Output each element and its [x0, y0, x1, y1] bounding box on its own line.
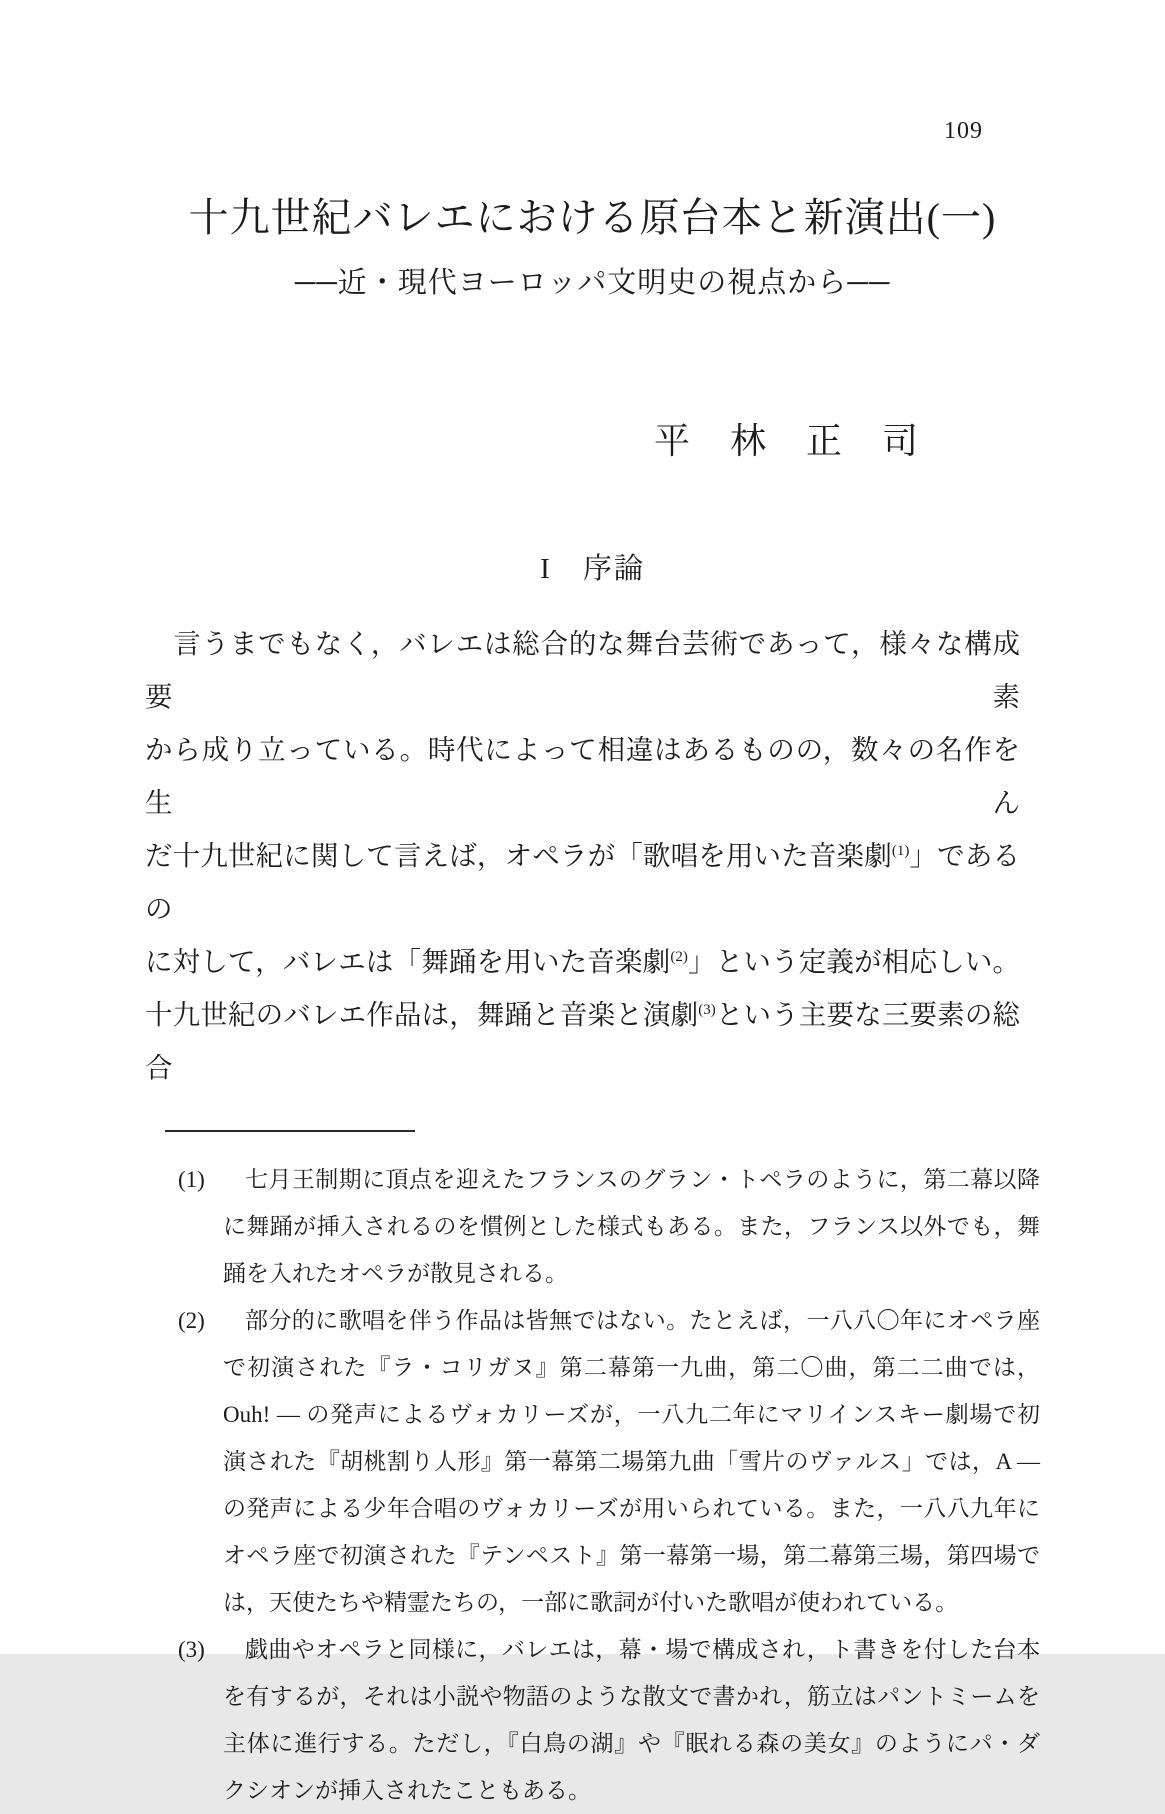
footnote-marker: (3) [178, 1637, 205, 1662]
footnote-marker: (2) [178, 1308, 205, 1333]
footnote-separator [165, 1130, 415, 1132]
footnote-line: に舞踊が挿入されるのを慣例とした様式もある。また，フランス以外でも，舞 [223, 1214, 1040, 1239]
footnote-line: 演された『胡桃割り人形』第一幕第二場第九曲「雪片のヴァルス」では，A — [223, 1449, 1040, 1474]
footnote-ref: (1) [891, 842, 910, 859]
body-line: 十九世紀のバレエ作品は，舞踊と音楽と演劇$^{(3)}$という主要な三要素の総合 [145, 999, 1021, 1083]
footnote-line: 踊を入れたオペラが散見される。 [223, 1261, 568, 1286]
footnote [145, 1626, 1040, 1814]
footnote-marker: (1) [178, 1167, 205, 1192]
footnote [145, 1297, 1040, 1626]
footnote-line: 戯曲やオペラと同様に，バレエは，幕・場で構成され，ト書きを付した台本 [245, 1637, 1040, 1662]
footnote-line: 主体に進行する。ただし，『白鳥の湖』や『眠れる森の美女』のようにパ・ダ [223, 1731, 1040, 1756]
body-line: だ十九世紀に関して言えば，オペラが「歌唱を用いた音楽劇$^{(1)}$」であるの [145, 840, 1021, 924]
footnote-ref: (2) [670, 948, 688, 965]
body-line: に対して，バレエは「舞踊を用いた音楽劇$^{(2)}$」という定義が相応しい。 [145, 946, 1021, 977]
article-subtitle: ──近・現代ヨーロッパ文明史の視点から── [294, 267, 891, 299]
footnote-line: 七月王制期に頂点を迎えたフランスのグラン・トペラのように，第二幕以降 [245, 1167, 1040, 1192]
footnote-line: 部分的に歌唱を伴う作品は皆無ではない。たとえば，一八八〇年にオペラ座 [245, 1308, 1040, 1333]
body-line: から成り立っている。時代によって相違はあるものの，数々の名作を生ん [145, 734, 1020, 818]
footnote-line: オペラ座で初演された『テンペスト』第一幕第一場，第二幕第三場，第四場で [223, 1543, 1040, 1568]
footnote [145, 1156, 1040, 1297]
footnote-line: クシオンが挿入されたこともある。 [223, 1778, 591, 1803]
footnote-line: は，天使たちや精霊たちの，一部に歌詞が付いた歌唱が使われている。 [223, 1590, 959, 1615]
footnote-line: を有するが，それは小説や物語のような散文で書かれ，筋立はパントミームを [223, 1684, 1040, 1709]
footnote-line: で初演された『ラ・コリガヌ』第二幕第一九曲，第二〇曲，第二二曲では， [223, 1355, 1040, 1380]
footnote-line: Ouh! — の発声によるヴォカリーズが，一八九二年にマリインスキー劇場で初 [223, 1402, 1040, 1427]
footnote-ref: (3) [698, 1001, 716, 1018]
footnotes [145, 1156, 1040, 1814]
footnote-line: の発声による少年合唱のヴォカリーズが用いられている。また，一八八九年に [223, 1496, 1040, 1521]
article-title: 十九世紀バレエにおける原台本と新演出(一) [188, 195, 997, 240]
body-paragraph [145, 617, 1020, 1094]
page-number: 109 [944, 118, 983, 144]
section-heading: I 序論 [540, 553, 645, 585]
body-line: 言うまでもなく，バレエは総合的な舞台芸術であって，様々な構成要素 [145, 628, 1020, 712]
author-name: 平 林 正 司 [653, 421, 920, 461]
